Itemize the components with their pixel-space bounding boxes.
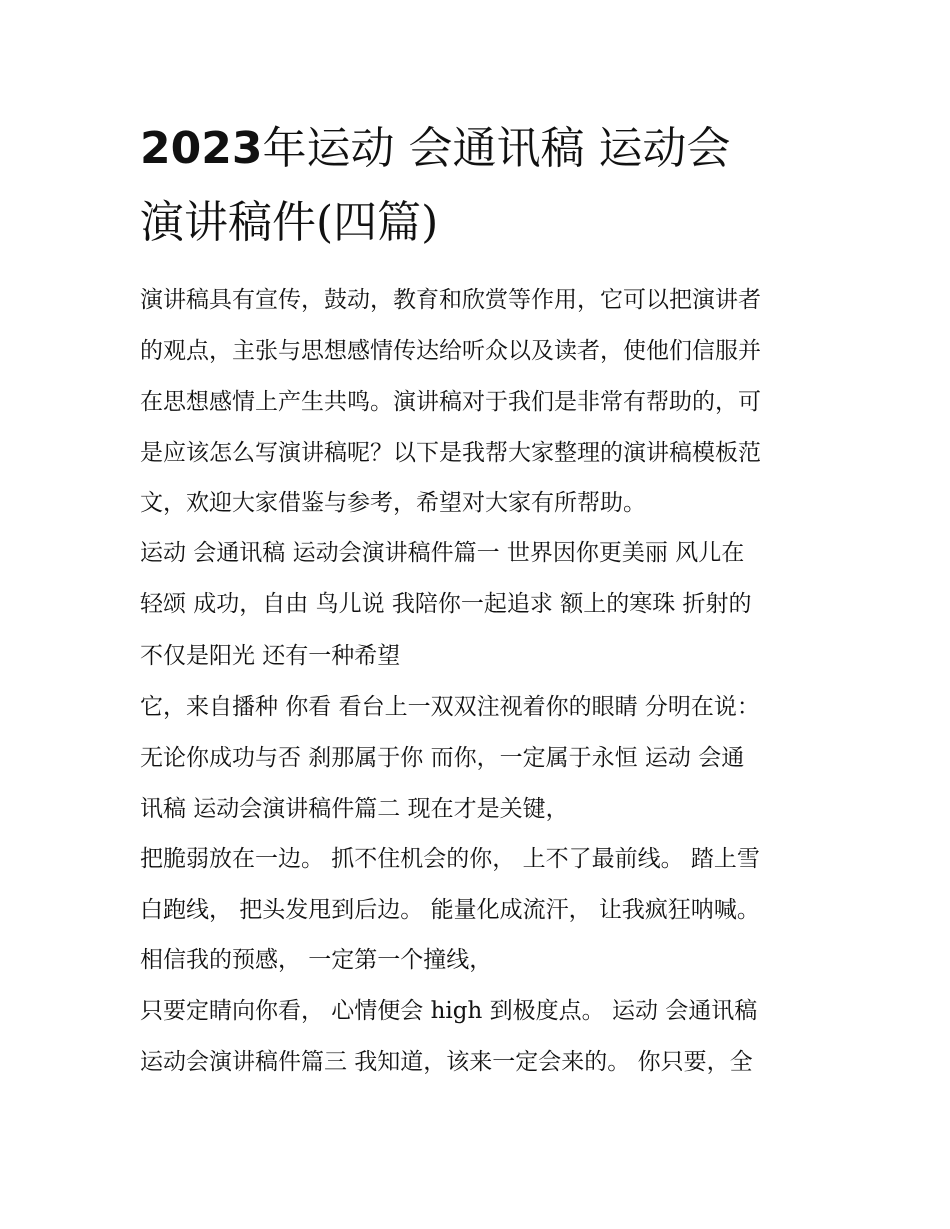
document-title: [140, 112, 840, 260]
body-line: 演讲稿具有宣传，鼓动，教育和欣赏等作用，它可以把演讲者: [140, 287, 761, 313]
body-line: 无论你成功与否 刹那属于你 而你，一定属于永恒 运动 会通: [140, 745, 745, 771]
title-line2-text: 演讲稿件(四篇): [140, 197, 439, 248]
body-line: 不仅是阳光 还有一种希望: [140, 643, 401, 669]
body-line: 文，欢迎大家借鉴与参考，希望对大家有所帮助。: [140, 490, 646, 516]
body-line: 在思想感情上产生共鸣。演讲稿对于我们是非常有帮助的，可: [140, 389, 761, 415]
body-line: 把脆弱放在一边。 抓不住机会的你， 上不了最前线。 踏上雪: [140, 846, 760, 872]
body-line: 运动会演讲稿件篇三 我知道，该来一定会来的。 你只要，全: [140, 1049, 753, 1075]
body-line: 是应该怎么写演讲稿呢？以下是我帮大家整理的演讲稿模板范: [140, 440, 761, 466]
body-line: 运动 会通讯稿 运动会演讲稿件篇一 世界因你更美丽 风儿在: [140, 540, 745, 566]
title-year: 2023: [140, 123, 263, 174]
body-line: 它，来自播种 你看 看台上一双双注视着你的眼睛 分明在说：: [140, 694, 760, 720]
title-line1-text: 年运动 会通讯稿 运动会: [262, 123, 731, 174]
body-line: 轻颂 成功，自由 鸟儿说 我陪你一起追求 额上的寒珠 折射的: [140, 591, 752, 617]
body-line: 只要定睛向你看， 心情便会 high 到极度点。 运动 会通讯稿: [140, 998, 758, 1024]
body-line: 的观点，主张与思想感情传达给听众以及读者，使他们信服并: [140, 338, 761, 364]
body-line: 讯稿 运动会演讲稿件篇二 现在才是关键，: [140, 796, 569, 822]
body-line: 相信我的预感， 一定第一个撞线，: [140, 947, 493, 973]
body-line: 白跑线， 把头发甩到后边。 能量化成流汗， 让我疯狂呐喊。: [140, 897, 760, 923]
